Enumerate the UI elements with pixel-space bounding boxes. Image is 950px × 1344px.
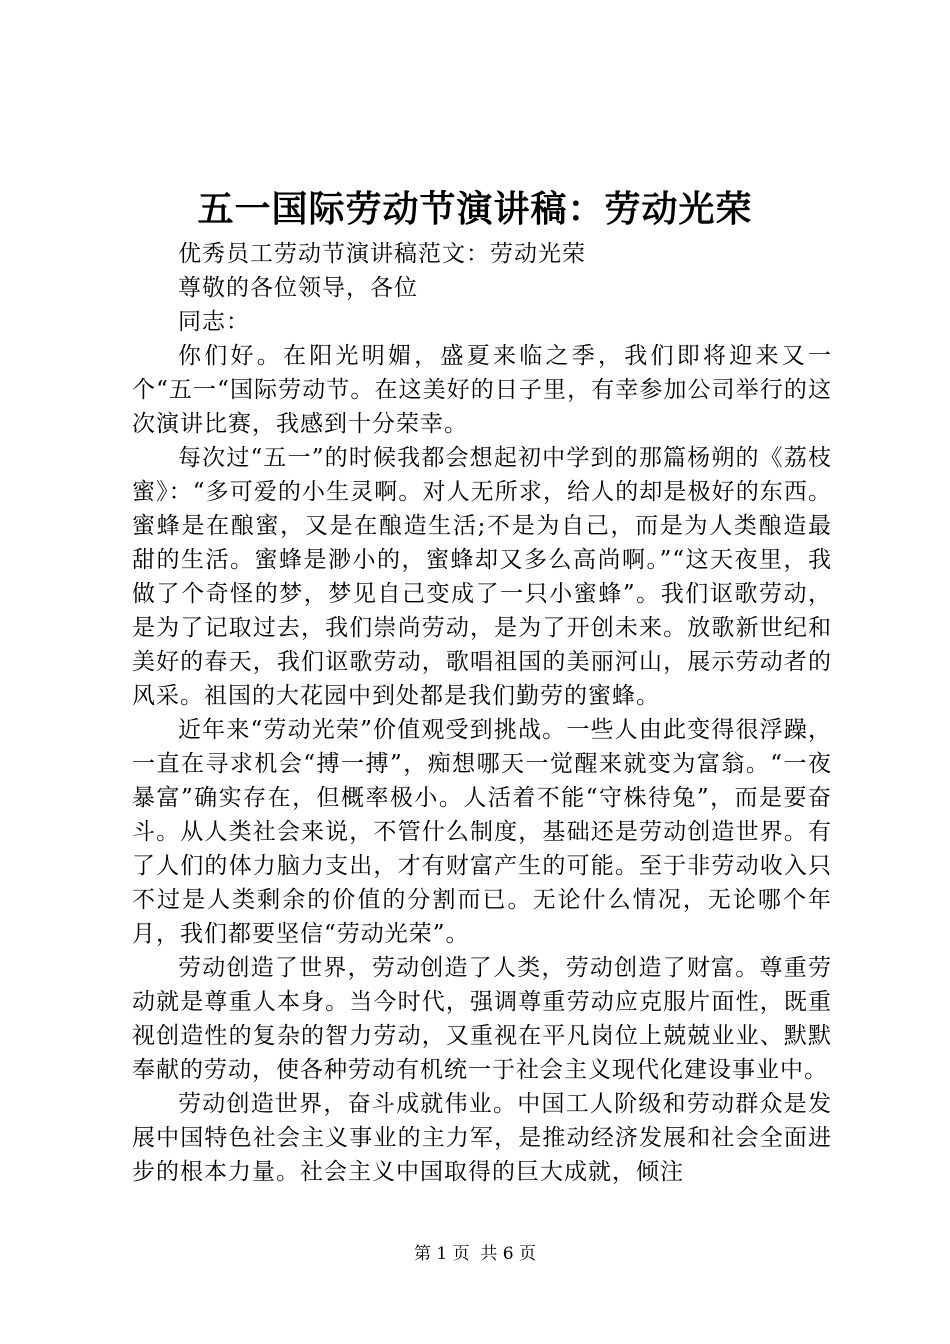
page-number: 第 1 页 共 6 页 <box>413 1244 537 1264</box>
body-paragraph: 近年来“劳动光荣”价值观受到挑战。一些人由此变得很浮躁，一直在寻求机会“搏一搏”，痴想哪天一觉醒来就变为富翁。“一夜暴富”确实存在，但概率极小。人活着不能“守株待兔”，而是要奋斗。从人类社会来说，不管什么制度，基础还是劳动创造世界。有了人们的体力脑力支出，才有财富产生的可能。至于非劳动收入只不过是人类剩余的价值的分割而已。无论什么情况，无论哪个年月，我们都要坚信“劳动光荣”。 <box>132 717 832 947</box>
document-body <box>132 237 832 1189</box>
body-paragraph: 劳动创造世界，奋斗成就伟业。中国工人阶级和劳动群众是发展中国特色社会主义事业的主力军，是推动经济发展和社会全面进步的根本力量。社会主义中国取得的巨大成就，倾注 <box>132 1091 832 1185</box>
body-paragraph: 你们好。在阳光明媚，盛夏来临之季，我们即将迎来又一个“五一“国际劳动节。在这美好的日子里，有幸参加公司举行的这次演讲比赛，我感到十分荣幸。 <box>132 343 832 437</box>
page-footer <box>0 1243 950 1265</box>
salutation-line: 尊敬的各位领导，各位 <box>178 275 418 301</box>
body-paragraph: 每次过“五一”的时候我都会想起初中学到的那篇杨朔的《荔枝蜜》：“多可爱的小生灵啊。对人无所求，给人的却是极好的东西。蜜蜂是在酿蜜，又是在酿造生活;不是为自己，而是为人类酿造最甜的生活。蜜蜂是渺小的，蜜蜂却又多么高尚啊。”“这天夜里，我做了个奇怪的梦，梦见自己变成了一只小蜜蜂”。我们讴歌劳动，是为了记取过去，我们崇尚劳动，是为了开创未来。放歌新世纪和美好的春天，我们讴歌劳动，歌唱祖国的美丽河山，展示劳动者的风采。祖国的大花园中到处都是我们勤劳的蜜蜂。 <box>132 445 832 709</box>
body-paragraph: 劳动创造了世界，劳动创造了人类，劳动创造了财富。尊重劳动就是尊重人本身。当今时代，强调尊重劳动应克服片面性，既重视创造性的复杂的智力劳动，又重视在平凡岗位上兢兢业业、默默奉献的劳动，使各种劳动有机统一于社会主义现代化建设事业中。 <box>132 955 832 1083</box>
document-title: 五一国际劳动节演讲稿：劳动光荣 <box>197 188 753 230</box>
subtitle-line: 优秀员工劳动节演讲稿范文：劳动光荣 <box>178 241 586 267</box>
salutation-line: 同志： <box>178 309 250 335</box>
